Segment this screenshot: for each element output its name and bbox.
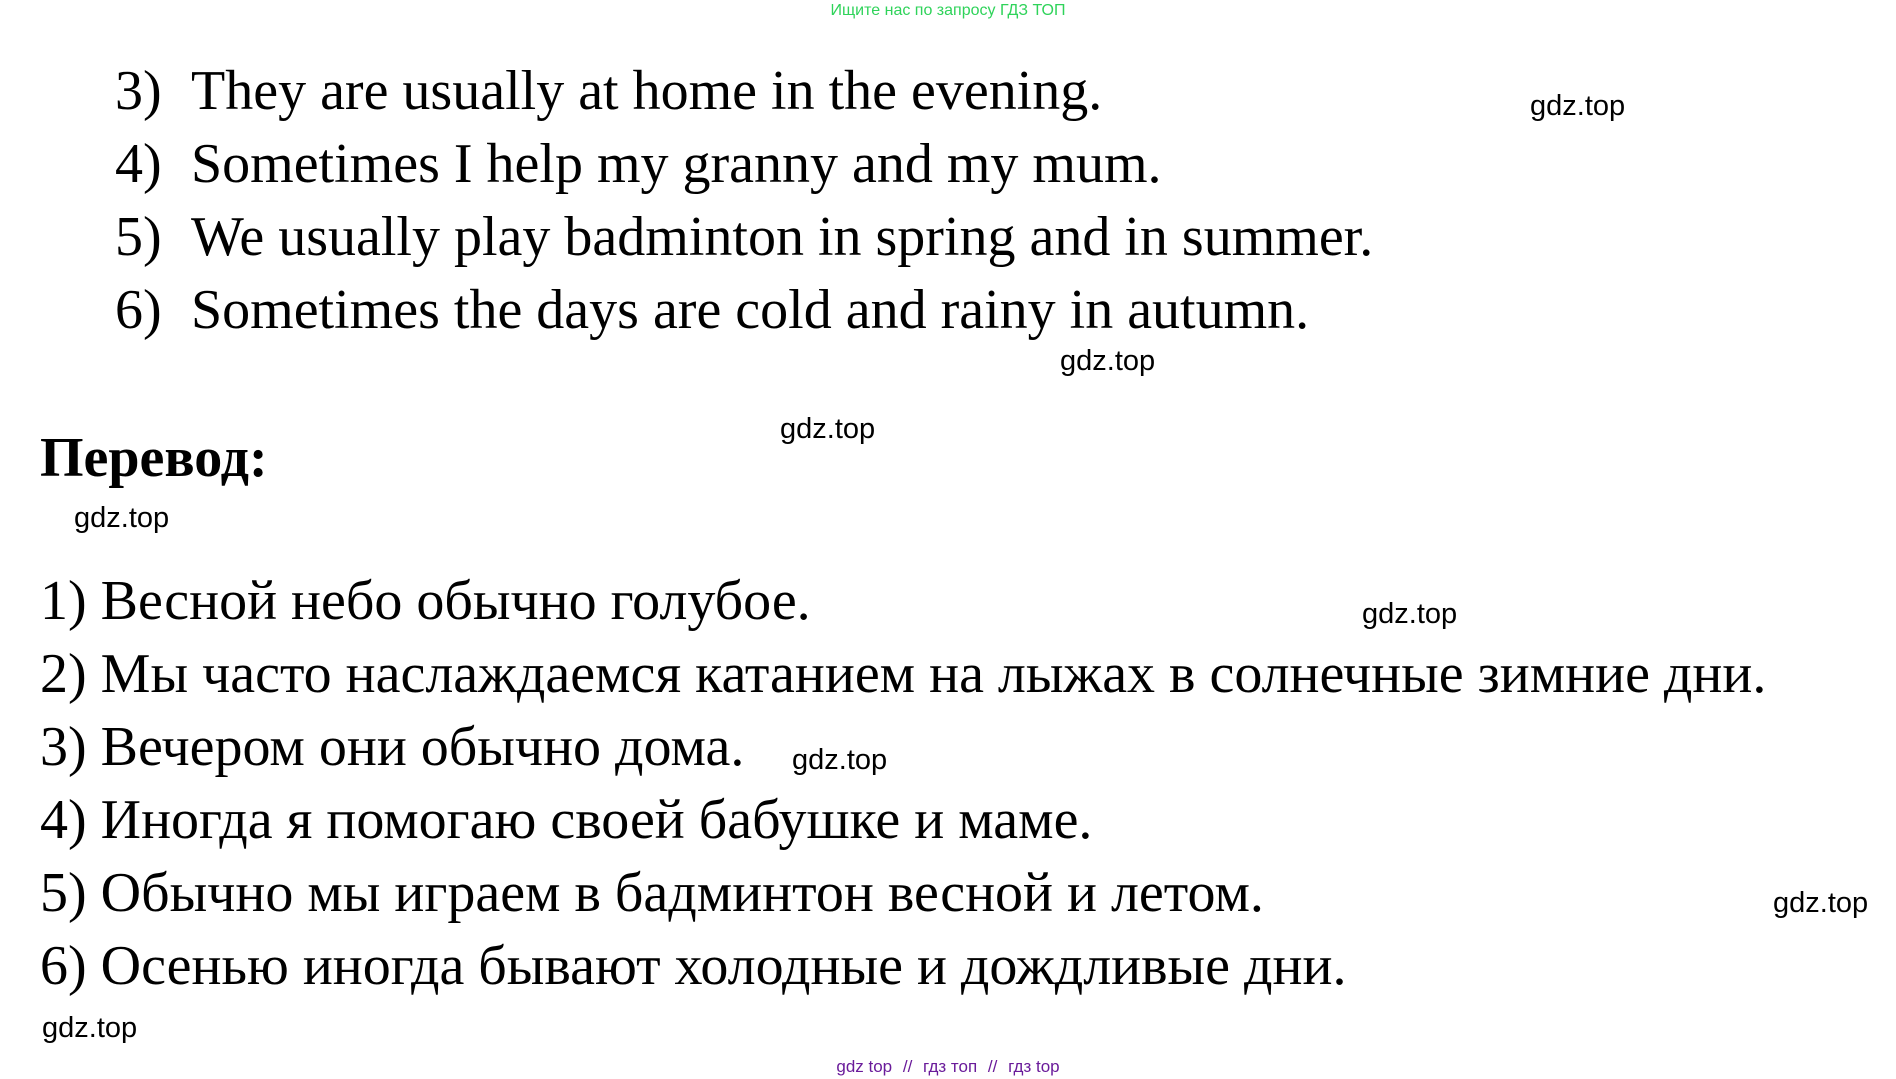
item-number: 5): [115, 206, 162, 268]
russian-item-3: 3) Вечером они обычно дома.: [40, 716, 745, 778]
watermark: gdz.top: [74, 502, 170, 534]
bottom-link[interactable]: гдз top: [1008, 1057, 1060, 1076]
english-item-3: [115, 58, 1102, 124]
bottom-links: [0, 1057, 1896, 1077]
item-number: 3): [115, 60, 162, 122]
russian-item-4: 4) Иногда я помогаю своей бабушке и маме.: [40, 789, 1093, 851]
watermark: gdz.top: [780, 413, 876, 445]
watermark: gdz.top: [792, 744, 888, 776]
separator: //: [987, 1057, 998, 1076]
watermark: gdz.top: [1060, 345, 1156, 377]
separator: //: [902, 1057, 913, 1076]
russian-item-5: 5) Обычно мы играем в бадминтон весной и летом.: [40, 862, 1264, 924]
item-number: 6): [115, 279, 162, 341]
russian-item-1: 1) Весной небо обычно голубое.: [40, 570, 811, 632]
item-text: Sometimes the days are cold and rainy in autumn.: [191, 279, 1310, 341]
item-text: We usually play badminton in spring and in summer.: [191, 206, 1374, 268]
russian-item-2: 2) Мы часто наслаждаемся катанием на лыжах в солнечные зимние дни.: [40, 643, 1767, 705]
item-text: Sometimes I help my granny and my mum.: [191, 133, 1162, 195]
search-banner: Ищите нас по запросу ГДЗ ТОП: [830, 2, 1066, 19]
item-number: 4): [115, 133, 162, 195]
bottom-link[interactable]: gdz top: [836, 1057, 893, 1076]
watermark: gdz.top: [1362, 598, 1458, 630]
english-item-6: [115, 277, 1309, 343]
bottom-link[interactable]: гдз топ: [923, 1057, 978, 1076]
watermark: gdz.top: [42, 1012, 138, 1044]
watermark: gdz.top: [1773, 887, 1869, 919]
english-item-5: [115, 204, 1373, 270]
item-text: They are usually at home in the evening.: [191, 60, 1103, 122]
english-item-4: [115, 131, 1162, 197]
russian-item-6: 6) Осенью иногда бывают холодные и дождливые дни.: [40, 935, 1347, 997]
translation-heading: Перевод:: [40, 427, 268, 489]
watermark: gdz.top: [1530, 90, 1626, 122]
